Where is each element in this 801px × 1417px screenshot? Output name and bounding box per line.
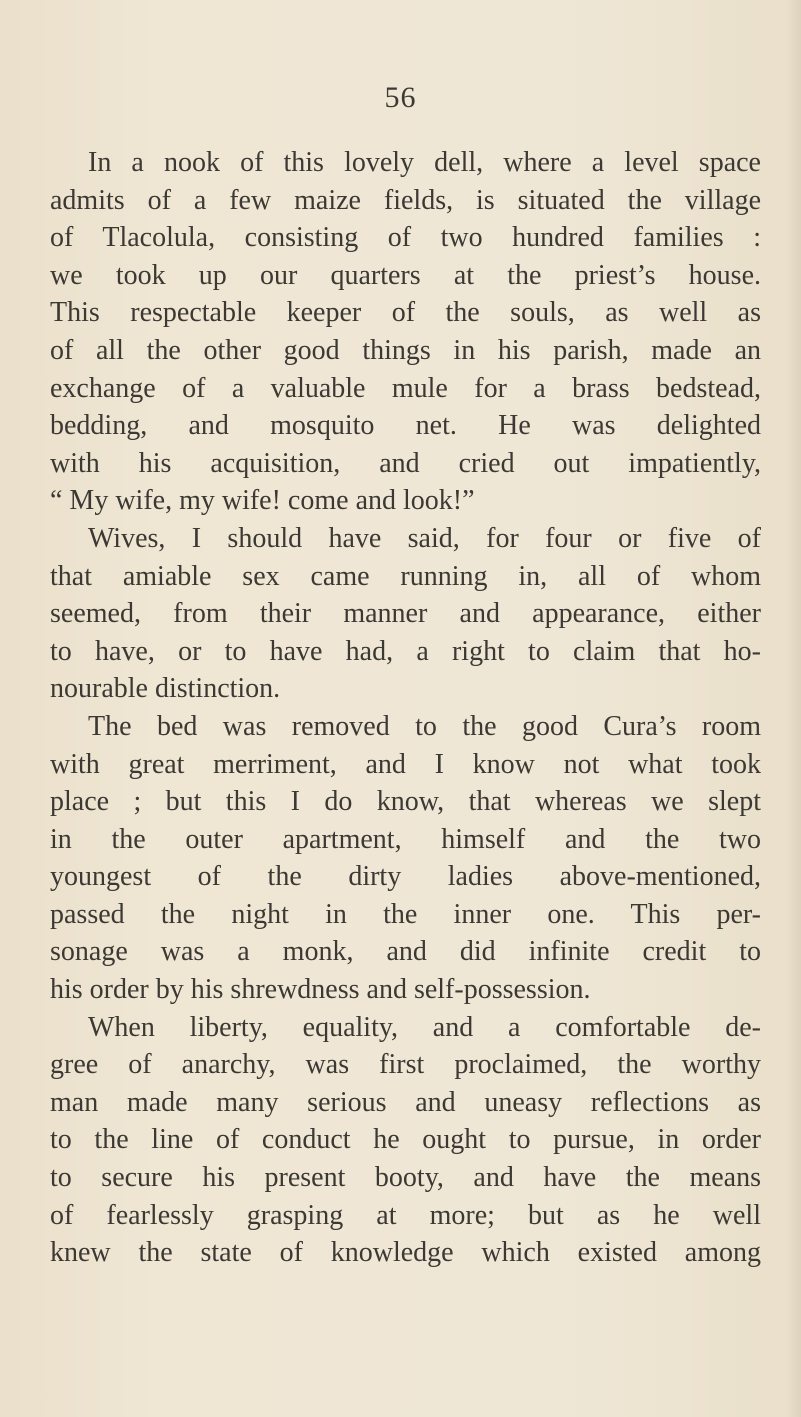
text-line: sonage was a monk, and did infinite credit to bbox=[50, 936, 761, 968]
text-line: with his acquisition, and cried out impatiently, bbox=[50, 447, 761, 479]
text-line: knew the state of knowledge which existed among bbox=[50, 1237, 761, 1269]
text-line: In a nook of this lovely dell, where a level space bbox=[88, 147, 761, 178]
body-text bbox=[50, 144, 761, 1272]
text-line: passed the night in the inner one. This per- bbox=[50, 898, 761, 930]
text-line: admits of a few maize fields, is situated the village bbox=[50, 184, 761, 216]
text-line: that amiable sex came running in, all of whom bbox=[50, 560, 761, 592]
text-line: man made many serious and uneasy reflections as bbox=[50, 1086, 761, 1118]
text-line: to have, or to have had, a right to claim that ho- bbox=[50, 635, 761, 667]
text-line: nourable distinction. bbox=[50, 673, 281, 705]
text-line: Wives, I should have said, for four or five of bbox=[88, 522, 761, 554]
text-line: seemed, from their manner and appearance, either bbox=[50, 598, 761, 630]
text-line: to the line of conduct he ought to pursue, in order bbox=[50, 1124, 761, 1156]
text-line: of Tlacolula, consisting of two hundred families : bbox=[50, 222, 761, 254]
text-line: This respectable keeper of the souls, as well as bbox=[50, 297, 761, 329]
text-line: exchange of a valuable mule for a brass bedstead, bbox=[50, 372, 761, 404]
text-line: to secure his present booty, and have the means bbox=[50, 1162, 761, 1194]
text-line: we took up our quarters at the priest’s house. bbox=[50, 259, 761, 291]
text-line: When liberty, equality, and a comfortable de- bbox=[88, 1011, 761, 1043]
text-line: with great merriment, and I know not what took bbox=[50, 748, 761, 780]
text-line: bedding, and mosquito net. He was delighted bbox=[50, 410, 761, 442]
text-line: of fearlessly grasping at more; but as he well bbox=[50, 1199, 761, 1231]
text-line: of all the other good things in his parish, made an bbox=[50, 334, 761, 366]
text-line: place ; but this I do know, that whereas we slept bbox=[50, 786, 761, 818]
text-line: gree of anarchy, was first proclaimed, the worthy bbox=[50, 1049, 761, 1081]
text-line: in the outer apartment, himself and the two bbox=[50, 823, 761, 855]
text-line: “ My wife, my wife! come and look!” bbox=[50, 485, 475, 517]
page-edge-shadow bbox=[787, 0, 801, 1417]
text-line: The bed was removed to the good Cura’s room bbox=[88, 710, 761, 742]
page-number: 56 bbox=[384, 81, 417, 114]
text-line: his order by his shrewdness and self-possession. bbox=[50, 974, 591, 1006]
text-line: youngest of the dirty ladies above-mentioned, bbox=[50, 861, 761, 893]
